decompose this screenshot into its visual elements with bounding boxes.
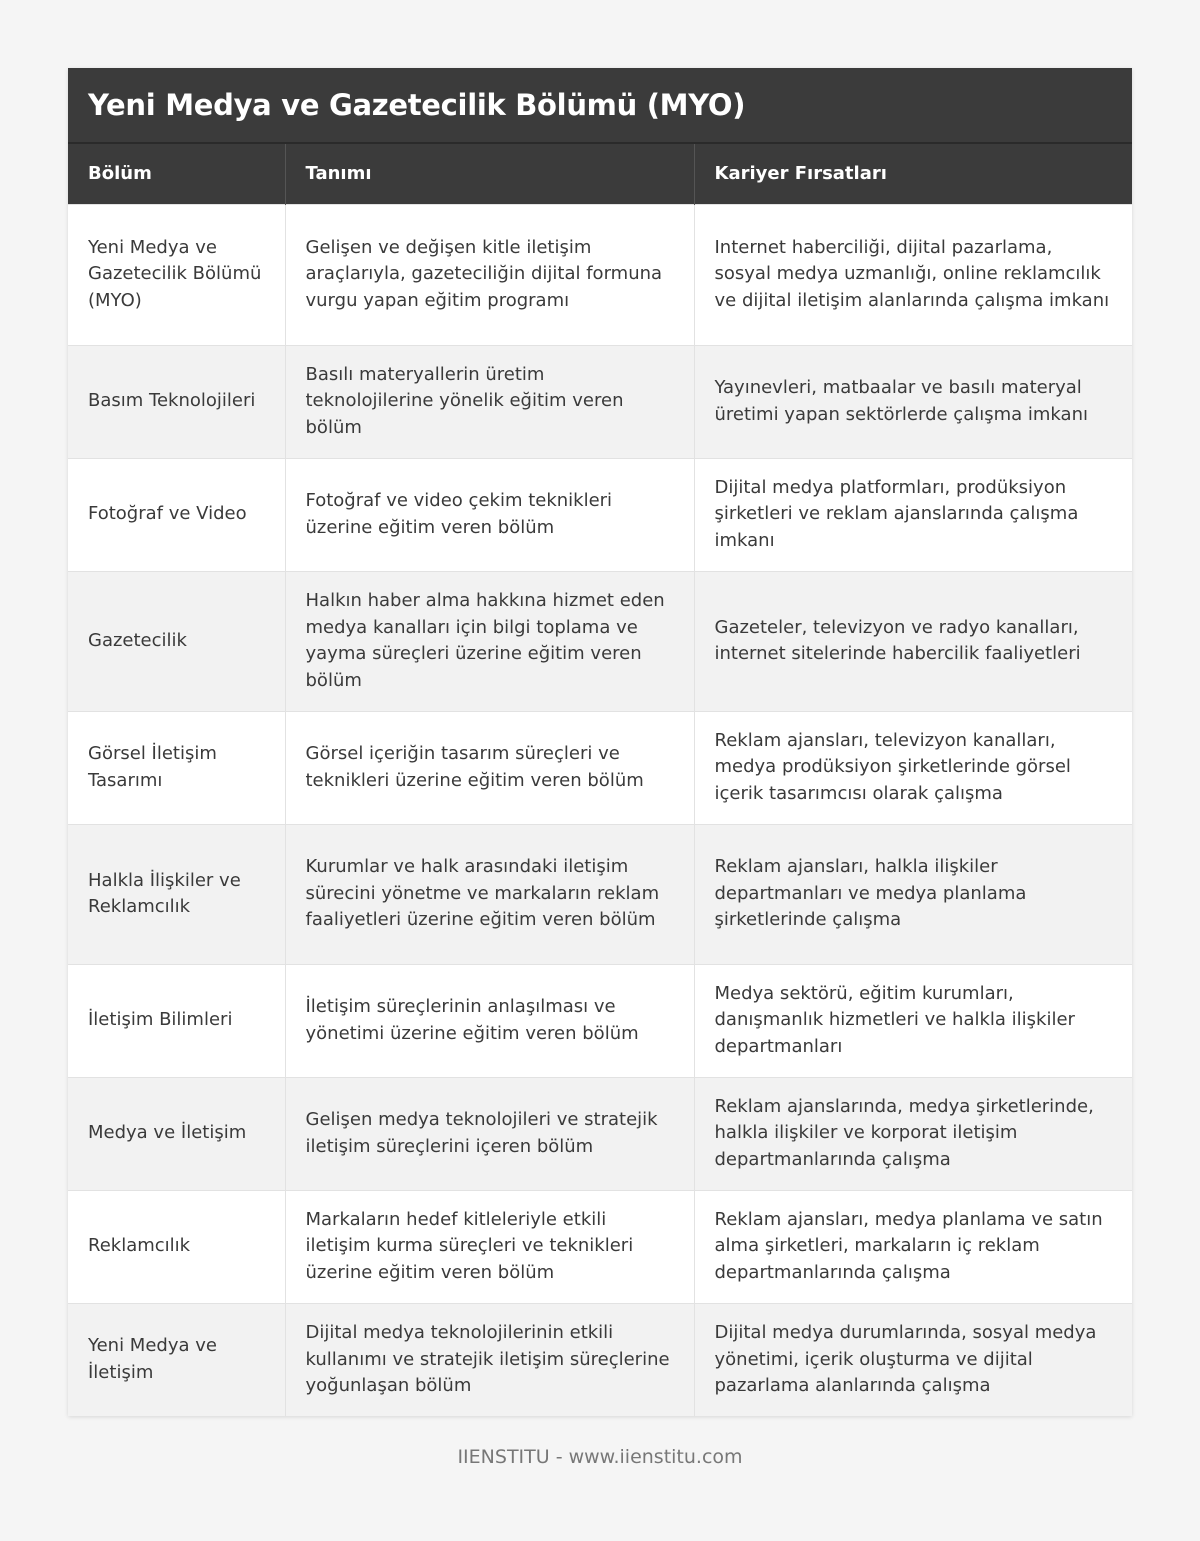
table-row (68, 571, 1132, 711)
cell-bolum: Halkla İlişkiler ve Reklamcılık (68, 824, 285, 964)
table-row (68, 1190, 1132, 1303)
cell-kariyer: Reklam ajanslarında, medya şirketlerinde, halkla ilişkiler ve korporat iletişim departmanlarında çalışma (694, 1077, 1132, 1190)
cell-kariyer: Internet haberciliği, dijital pazarlama, sosyal medya uzmanlığı, online reklamcılık ve dijital iletişim alanlarında çalışma imkanı (694, 204, 1132, 345)
cell-kariyer: Dijital medya platformları, prodüksiyon şirketleri ve reklam ajanslarında çalışma imkanı (694, 458, 1132, 571)
cell-bolum: Yeni Medya ve Gazetecilik Bölümü (MYO) (68, 204, 285, 345)
table-row (68, 711, 1132, 824)
department-table (68, 144, 1132, 1416)
cell-kariyer: Reklam ajansları, televizyon kanalları, medya prodüksiyon şirketlerinde görsel içerik tasarımcısı olarak çalışma (694, 711, 1132, 824)
table-header-row (68, 144, 1132, 204)
cell-tanimi: Halkın haber alma hakkına hizmet eden medya kanalları için bilgi toplama ve yayma süreçleri üzerine eğitim veren bölüm (285, 571, 694, 711)
cell-kariyer: Dijital medya durumlarında, sosyal medya yönetimi, içerik oluşturma ve dijital pazarlama alanlarında çalışma (694, 1303, 1132, 1416)
cell-bolum: Reklamcılık (68, 1190, 285, 1303)
cell-bolum: Fotoğraf ve Video (68, 458, 285, 571)
footer-credit: IIENSTITU - www.iienstitu.com (457, 1446, 743, 1468)
cell-tanimi: Görsel içeriğin tasarım süreçleri ve teknikleri üzerine eğitim veren bölüm (285, 711, 694, 824)
cell-kariyer: Yayınevleri, matbaalar ve basılı materyal üretimi yapan sektörlerde çalışma imkanı (694, 345, 1132, 458)
table-row (68, 1077, 1132, 1190)
cell-bolum: İletişim Bilimleri (68, 964, 285, 1077)
cell-tanimi: Gelişen ve değişen kitle iletişim araçlarıyla, gazeteciliğin dijital formuna vurgu yapan eğitim programı (285, 204, 694, 345)
cell-kariyer: Gazeteler, televizyon ve radyo kanalları, internet sitelerinde habercilik faaliyetleri (694, 571, 1132, 711)
cell-bolum: Görsel İletişim Tasarımı (68, 711, 285, 824)
table-card (68, 68, 1132, 1416)
cell-kariyer: Reklam ajansları, medya planlama ve satın alma şirketleri, markaların iç reklam departmanlarında çalışma (694, 1190, 1132, 1303)
column-header-tanimi: Tanımı (285, 144, 694, 204)
cell-bolum: Basım Teknolojileri (68, 345, 285, 458)
page-title: Yeni Medya ve Gazetecilik Bölümü (MYO) (88, 88, 746, 122)
cell-bolum: Gazetecilik (68, 571, 285, 711)
column-header-bolum: Bölüm (68, 144, 285, 204)
cell-bolum: Medya ve İletişim (68, 1077, 285, 1190)
table-row (68, 964, 1132, 1077)
cell-tanimi: İletişim süreçlerinin anlaşılması ve yönetimi üzerine eğitim veren bölüm (285, 964, 694, 1077)
cell-bolum: Yeni Medya ve İletişim (68, 1303, 285, 1416)
cell-kariyer: Medya sektörü, eğitim kurumları, danışmanlık hizmetleri ve halkla ilişkiler departmanları (694, 964, 1132, 1077)
cell-tanimi: Gelişen medya teknolojileri ve stratejik iletişim süreçlerini içeren bölüm (285, 1077, 694, 1190)
table-row (68, 458, 1132, 571)
table-row (68, 204, 1132, 345)
cell-tanimi: Markaların hedef kitleleriyle etkili iletişim kurma süreçleri ve teknikleri üzerine eğitim veren bölüm (285, 1190, 694, 1303)
column-header-kariyer: Kariyer Fırsatları (694, 144, 1132, 204)
cell-tanimi: Dijital medya teknolojilerinin etkili kullanımı ve stratejik iletişim süreçlerine yoğunlaşan bölüm (285, 1303, 694, 1416)
cell-kariyer: Reklam ajansları, halkla ilişkiler departmanları ve medya planlama şirketlerinde çalışma (694, 824, 1132, 964)
table-row (68, 345, 1132, 458)
title-bar (68, 68, 1132, 144)
cell-tanimi: Fotoğraf ve video çekim teknikleri üzerine eğitim veren bölüm (285, 458, 694, 571)
table-row (68, 1303, 1132, 1416)
cell-tanimi: Kurumlar ve halk arasındaki iletişim sürecini yönetme ve markaların reklam faaliyetleri üzerine eğitim veren bölüm (285, 824, 694, 964)
table-row (68, 824, 1132, 964)
cell-tanimi: Basılı materyallerin üretim teknolojilerine yönelik eğitim veren bölüm (285, 345, 694, 458)
